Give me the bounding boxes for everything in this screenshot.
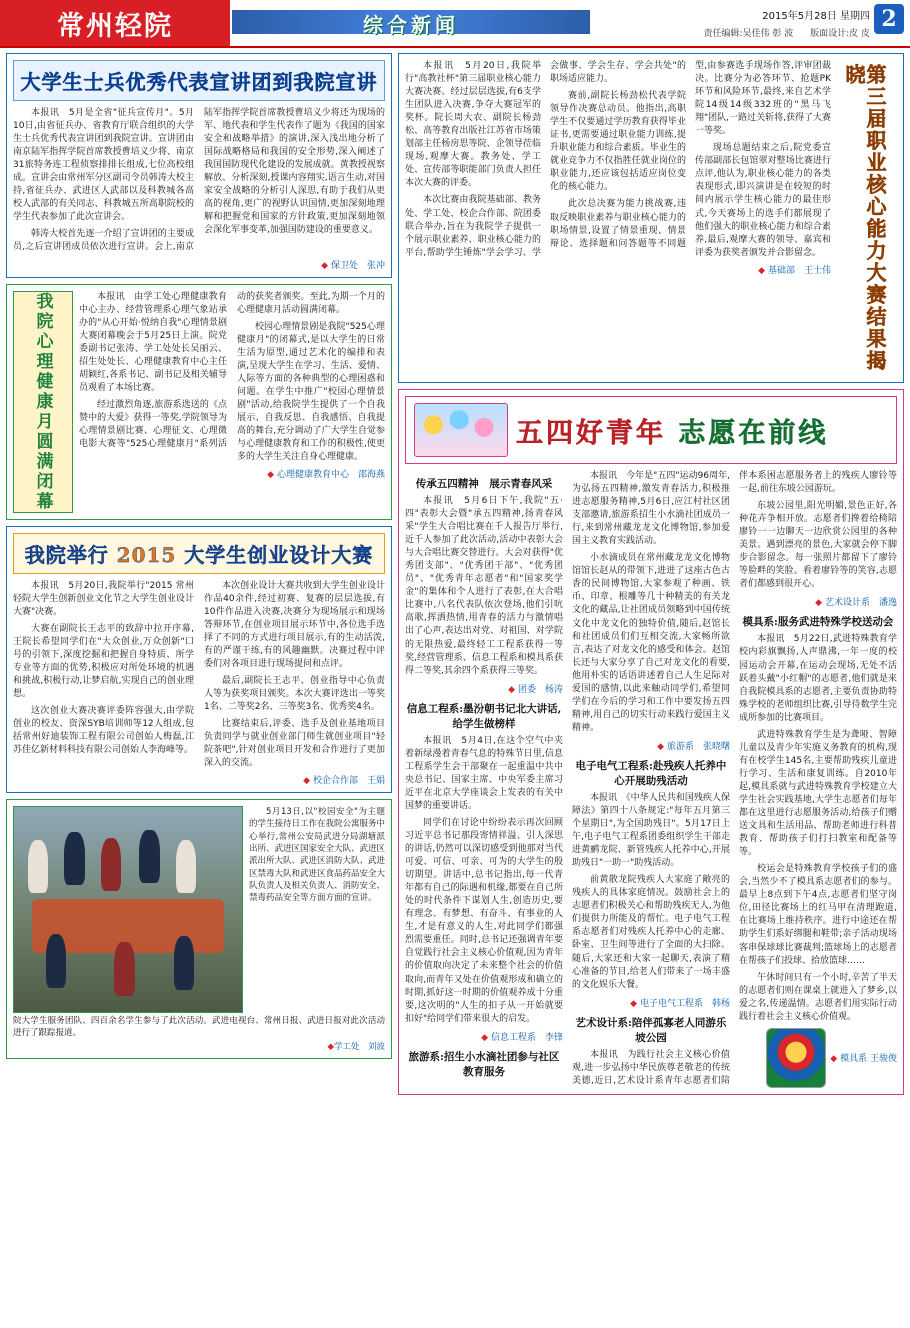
photo-person [101,838,122,891]
photo-person [176,840,197,893]
article1-para-2: 韩涛大校首先逐一介绍了宣讲团的主要成员,之后宣讲团成员依次进行宣讲。会上,南京陆军指挥学院首席教授曹培义少将还为现场的军、地代表和学生代表作了题为《我国的国家安全和战略举措》的演讲,深入浅出地分析了国际战略格局和我国的安全形势,深入阐述了我国国防现代化建设的发展成就。黄教授视察解放、分析深刻,授课内容翔实,语言生动,对国家安全战略的分析引人深思,有助于我们从更高的视角,更广的视野认识国情,更加深刻地理解和把握党和国家的方针政策,更加深刻地领会深化军事变革,加强国防建设的重要意义。 [13,108,385,253]
photo-person [46,934,67,987]
article-startup-contest [6,526,392,794]
mf-para-1-0: 本报讯 5月4日,在这个空气中夹着新绿漫着青春气息的特殊节日里,信息工程系学生会干部聚在一起重温中共中央总书记、国家主席、中央军委主席习近平在北京大学座谈会上发表的有关中国梦的重要讲话。 [405,735,563,811]
mf-para-5-3: 午休时间只有一个小时,辛苦了半天的志愿者们则在课桌上就进入了梦乡,以爱之名,传递温情。志愿者们用实际行动践行着社会主义核心价值观。 [739,972,897,1022]
photo-person [174,936,195,989]
article3-title-strip [13,291,73,513]
mf-para-0-0: 本报讯 5月6日下午,我院"五·四"表彰大会暨"承五四精神,扬青春风采"学生大合唱比赛在千人报告厅举行,近千人参加了此次活动,活动中表彰大会与大合唱比赛交替进行。大会对获得"优秀团支部"、"优秀团干部"、"优秀团员"、"优秀青年志愿者"和"国家奖学金"的集体和个人进行了表彰,在大合唱比赛中,八名代表队依次登场,他们引吭高歌,挥洒热情,用青春的活力与激情唱出了心声,表达出对党、对祖国、对学院的无限热爱,最终轻工工程系获得一等奖,经营管理系、信息工程系和模具系获得二等奖,其余四个系获得三等奖。 [405,496,563,676]
photo-person [139,830,160,883]
article4-para-5: 最后,副院长王志平、创业指导中心负责人等为获奖项目颁奖。本次大赛评选出一等奖1名、二等奖2名、三等奖3名、优秀奖4名。 [204,675,385,712]
youth-illustration [414,403,508,457]
mf-subhead-5: 模具系:服务武进特殊学校送动会 [742,616,894,629]
masthead [0,0,910,48]
article-soldier-lecture [6,53,392,278]
article2-para-2: 本次比赛由我院基础部、教务处、学工处、校企合作部、院团委联合举办,旨在为我院学子提供一个展示职业素养、职业核心能力的平台,帮助学生锤炼"学会学习、学会做事、学会生存、学会共处"的职场适应能力。 [405,61,686,258]
mf-para-5-1: 武进特殊教育学生是为聋哑、智障儿童以及青少年实施义务教育的机构,现有在校学生145名,主要帮助残疾儿童进行学习、生活和康复训练。自2010年起,模具系就与武进特殊教育学校建立大学生社会实践基地,大学生志愿者们每年都在这里进行志愿服务活动,给孩子们赠送文具和生活用品、帮助老师进行科普教育、帮助孩子们打扫教室和配备等等。 [739,729,897,858]
article3-byline: ◆ 心理健康教育中心 邵海燕 [267,470,385,481]
responsible-editor: 责任编辑:吴佳伟 彰 波 [703,29,794,39]
article3-body [79,291,385,465]
photo-story [6,799,392,1059]
mf-byline-2: ◆ 旅游系 张晓曙 [657,741,730,752]
article2-body-wrap [405,60,831,376]
left-column [6,53,392,1101]
article2-title: 第三届职业核心能力大赛结果揭晓 [842,64,887,372]
article3-para-2: 经过激烈角逐,旅游系选送的《点赞中的大爱》获得一等奖,学院领导为心理情景剧比赛、心理征文、心理微电影大赛等"525心理健康月"系列活动的获奖者颁奖。至此,为期一个月的心理健康月活动圆满闭幕。 [79,291,385,450]
article3-body-wrap [79,291,385,513]
mf-section-1 [405,701,563,1043]
mf-byline-text-2: 旅游系 张晓曙 [666,741,730,752]
article1-title: 大学生士兵优秀代表宣讲团到我院宣讲 [20,70,378,94]
photo-story-inner [13,806,385,1013]
mf-para-5-2: 校运会是特殊教育学校孩子们的盛会,当然少不了模具系志愿者们的参与。最早上8点到下午4点,志愿者们坚守岗位,田径比赛场上的红马甲在清理跑道,在比赛场上维持秩序。进行中途还在帮助学生们系好绑腿和鞋带;亲子活动现场客串保球球比赛裁判;篮球场上的志愿者在帮孩子们投球、拾放篮球…… [739,864,897,966]
article2-byline: ◆ 基础部 王士伟 [758,265,831,276]
mf-section-0 [405,476,563,695]
mf-para-4-1: 东坡公园里,阳光明媚,景色正好,各种花卉争相开放。志愿者们搀着给椅陪廖铃一一边聊天一边欣赏公园里的各种美景。遇到漂亮的景色,大家就会停下脚步合影留念。每一张照片都留下了廖铃等脸畔的笑脸。看着廖铃等的笑容,志愿者们都感到很开心。 [739,501,897,590]
article2-byline-text: 基础部 王士伟 [767,265,831,276]
mf-para-4-0: 本报讯 为践行社会主义核心价值观,进一步弘扬中华民族尊老敬老的传统美德,近日,艺术设计系青年志愿者们陪伴本系困志愿服务者上的残疾人廖铃等一起,前往东坡公园游玩。 [572,471,897,1086]
photo-student-service-day [13,806,243,1013]
article4-para-3: 这次创业大赛决赛评委阵容强大,由学院创业的校友、资深SYB培训师等12人组成,包括常州好迪装饰工程有限公司创始人梅磊,江苏佳亿新材料科技有限公司创始人李海峰等。 [13,705,194,756]
mf-para-3-0: 本报讯 《中华人民共和国残疾人保障法》第四十八条规定:"每年五月第三个星期日",为全国助残日"。5月17日上午,电子电气工程系团委组织学生干部走进黄鹂龙院、新管残疾人托养中心,开展助残日"一助一"助残活动。 [572,792,730,869]
article4-para-1: 本报讯 5月20日,我院举行"2015 常州轻院大学生创新创业文化节之大学生创业设计大赛"决赛。 [13,580,194,617]
mf-byline-text-1: 信息工程系 李锋 [490,1032,563,1043]
mf-subhead-2: 旅游系:招生小水滴社团参与社区教育服务 [408,1050,560,1078]
row-top [6,53,904,1101]
article3-byline-text: 心理健康教育中心 邵海燕 [276,470,385,481]
article3-title: 我院心理健康月圆满闭幕 [32,291,53,512]
article2-para-1: 本报讯 5月20日,我院举行"高教社杯"第三届职业核心能力大赛决赛。经过层层选拔,有6支学生团队进入决赛,争夺大赛冠军的奖杯。院长周大农、副院长杨劲松、高等教育出版社江苏省市场策划部主任杨房思等院、企领导莅临现场,观摩大赛。教务处、学工处、宣传部等职能部门负责人担任本次大赛的评委。 [405,61,541,189]
may-fourth-banner [405,396,897,464]
section-title: 综合新闻 [363,12,459,37]
article1-body [13,107,385,255]
mf-byline-1: ◆ 信息工程系 李锋 [481,1032,563,1043]
article1-title-block [13,60,385,101]
mf-byline-text-0: 团委 杨涛 [517,684,563,695]
mf-byline-text-4: 艺术设计系 潘逸 [824,598,897,609]
mf-section-5 [739,614,897,1087]
article4-byline: ◆ 校企合作部 王娟 [303,776,385,787]
article-may-fourth-package [398,389,904,1095]
article-psych-month [6,284,392,520]
photo-person [114,942,135,995]
photo-story-text [249,806,385,1013]
mf-footer-5 [739,1028,897,1088]
may-fourth-title: 五四好青年 志愿在前线 [516,411,828,450]
article4-para-4: 本次创业设计大赛共收到大学生创业设计作品40余件,经过初赛、复赛的层层选拔,有10件作品进入决赛,决赛分为现场展示和现场答辩环节,在创业项目展示环节中,各位选手选择了不同的方式进行项目展示,有的生动活泼,有的严谨干练,有的风趣幽默。决赛过程中评委们对各项目进行现场提问和点评。 [204,580,385,669]
mf-byline-5: ◆ 模具系 王骏俊 [830,1054,897,1065]
mf-byline-text-3: 电子电气工程系 韩杨 [639,998,730,1009]
layout-designer: 版面设计:皮 皮 [810,29,870,39]
editor-credits [590,26,870,39]
volunteer-emblem-icon [766,1028,826,1088]
article1-byline-text: 保卫处 张冲 [330,260,385,271]
mf-para-2-1: 小水滴成员在常州藏龙龙文化博物馆馆长赵从的带领下,进进了这座古色古香的民间博物馆,大家参观了种画、铁币、印章、根雕等几十种精美的有关龙文化的藏品,让社团成员领略到中国传统文化中龙文化的独特价值,随后,赵馆长和社团成员们们互相交流,大家畅所欲言,表达了对龙文化的感受和体会。赵馆长还与大家分享了自己对龙文化的看要,他用朴实的话语讲述着自己人生足际对爱国的感情,以此来触动同学们,希望同学们在今后的学习和工作中要发扬五四精神,用自己的切实行动来践行爱国主义精神。 [572,553,730,733]
mf-subhead-1: 信息工程系:墨汾朝书记北大讲话,给学生做榜样 [406,702,562,730]
article3-para-1: 本报讯 由学工处心理健康教育中心主办、经营管理系心理气象站承办的"从心开始·悦纳自我"心理情景剧大赛闭幕晚会于5月25日上演。院党委副书记张涛、学工处处长吴丽云、招生处处长、心理健康教育中心主任胡颖红,各系书记、副书记及相关辅导员观看了本场比赛。 [79,291,227,393]
mf-byline-4: ◆ 艺术设计系 潘逸 [815,598,897,609]
article1-para-1: 本报讯 5月是全省"征兵宣传月"。5月10日,由省征兵办、省教育厅联合组织的大学生士兵优秀代表宣讲团到我院宣讲。宣讲团由南京陆军指挥学院首席教授曹培义少将、南京31旅特务连工程侦察排排长组成,七位高校组成。宣讲会由常州军分区副司令员韩涛大校主持,省征兵办、武进区人武部以及科教城各高校人武部的有关同志、科教城五所高职院校的学生代表参加了此次宣讲会。 [13,108,194,223]
photo-person [64,832,85,885]
may-fourth-body [405,470,897,1088]
article2-title-strip [831,60,897,376]
photo-story-lead: 5月13日,以"校园安全"为主题的学生接待日工作在我院公寓服务中心举行,常州公安局武进分局湖塘派出所、武进区国家安全大队、武进区派出所大队、武进区消防大队、武进区禁毒大队和武进区食品药品安全大队负责人及相关负责人、消防安全、禁毒药品安全等方面方面的宣讲。 [249,807,386,904]
article4-byline-text: 校企合作部 王娟 [312,776,385,787]
issue-date: 2015年5月28日 星期四 [762,11,870,22]
mf-subhead-4: 艺术设计系:陪伴孤寡老人同游乐坡公园 [575,1016,727,1044]
article2-para-4: 此次总决赛为能力挑战赛,违取反映职业素养与职业核心能力的职场情景,设置了情景重现、情景辩论、选择题和问答题等不同题型,由参赛选手现场作答,评审团裁决。比赛分为必答环节、抢题PK环节和风险环节,最终,来自艺术学院14级14级332班的"黑马飞翔"团队,一路过关斩将,获得了大赛一等奖。 [550,61,831,249]
mf-byline-0: ◆ 团委 杨涛 [508,684,563,695]
article2-body [405,60,831,260]
mf-subhead-0: 传承五四精神 展示青春风采 [415,478,553,490]
article4-title-block [13,533,385,574]
page-number: 2 [874,4,904,34]
paper-nameplate: 常州轻院 [0,0,232,46]
article2-para-5: 现场总题结束之后,院党委宣传部副部长包馆翠对整场比赛进行点评,他认为,职业核心能力的各类表现形式,即兴演讲是在较短的时间内展示学生核心能力的最佳形式,今天赛场上的选手们都展现了他们强大的职业核心能力和综合素养,最后,观摩大赛的领导、嘉宾和评委为获奖者颁发并合影留念。 [695,143,831,258]
article4-para-2: 大赛在副院长王志平的致辞中拉开序幕,王院长希望同学们在"大众创业,万众创新"口号的引领下,深度挖掘和把握自身特质、所学专业等方面的优势,积极应对所处环境的机遇和挑战,积极行动,让梦启航,实现自己的创业理想。 [13,623,194,699]
article4-para-6: 比赛结束后,评委、选手及创业基地项目负责同学与就业创业部门师生就创业项目"轻院茶吧",针对创业项目开发和合作进行了更加深入的交流。 [204,718,385,769]
photo-byline: ◆学工处 刘波 [327,1041,385,1052]
article2-para-3: 赛前,副院长杨劲松代表学院领导作决赛总动员。他指出,高职学生不仅要通过学历教育获得毕业证书,更需要通过职业能力训练,提升职业能力和综合素质。毕业生的就业竞争力不仅指胜任就业岗位的职业能力,还应该包括适应岗位变化的核心能力。 [550,91,686,193]
article3-para-3: 校园心理情景剧是我院"525心理健康月"的闭幕式,是以大学生的日常生活为原型,通过艺术化的编排和表演,呈现大学生在学习、生活、爱情、人际等方面的各种典型的心理困惑和问题。在学生中推广"校园心理情景剧"活动,给我院学生提供了一个自我展示、自我反思、自我感悟、自我提高的舞台,充分调动了广大学生自觉参与心理健康教育和工作的积极性,使更多的大学生关注自身心理健康。 [237,321,385,463]
masthead-meta [590,0,910,46]
article-core-competency [398,53,904,383]
photo-byline-text: 学工处 刘波 [333,1041,385,1052]
mf-byline-3: ◆ 电子电气工程系 韩杨 [630,998,730,1009]
section-banner [232,0,590,46]
article1-byline: ◆ 保卫处 张冲 [321,260,385,271]
mf-para-1-1: 同学们在讨论中纷纷表示再次回顾习近平总书记那段寄情祥溢、引人深思的讲话,仍然可以深切感受到他那对当代可爱、可信、可亲、可为的大学生的殷切期望。讲话中,总书记指出,每一代青年都有自己的际遇和机缘,都要在自己所处的时代条件下谋划人生,创造历史,要有理念、有梦想、有奋斗、有事业的人生,才是有意义的人生,对此同学们都强烈需要重任。同时,总书记还强调青年要自觉践行社会主义核心价值观,因为青年的价值取向决定了未来整个社会的价值取向,而青年又处在价值观形成和确立的时期,抓好这一时期的价值观养成十分重要,这次明的"人生的扣子从一开始就要扣好"给同学们带来很大的启发。 [405,817,563,1024]
article4-body [13,580,385,771]
photo-caption: 院大学生服务团队、四百余名学生参与了此次活动。武进电视台、常州日报、武进日报对此次活动进行了跟踪报道。 [13,1016,385,1039]
mf-para-3-1: 前黄散龙院残疾人大家庭了敞亮的残疾人的具体家庭情况。鼓励社会上的志愿者们积极关心和帮助残疾无人,为他们提供力所能及的帮忙。电子电气工程系志愿者们对残疾人托养中心的走廊、卧室、卫生间等进行了全面的大扫除。随后,大家还和大家一起聊天,表演了精心准备的节目,给老人们带来了一场丰盛的文化娱乐大餐。 [572,875,730,990]
mf-byline-text-5: 模具系 王骏俊 [840,1054,897,1065]
right-column [398,53,904,1101]
article4-title: 我院举行 2015 大学生创业设计大赛 [24,542,374,567]
mf-subhead-3: 电子电气工程系:赴残疾人托养中心开展助残活动 [575,759,727,787]
mf-section-3 [572,758,730,1009]
mf-para-5-0: 本报讯 5月22日,武进特殊教育学校内彩旗飘扬,人声鼎沸,一年一度的校园运动会开幕,在运动会现场,无处不活跃着头戴"小红帽"的志愿者,他们就是来自我院模具系的志愿者,主要负责协助特殊学校的老师组织比赛,引导待数学生完成所参加的比赛项目。 [739,634,897,723]
mf-para-2-0: 本报讯 今年是"五四"运动96周年,为弘扬五四精神,激发青春活力,积极推进志愿服务精神,5月6日,应江村社区团支部邀请,旅游系招生小水滴社团成员一行,来到常州藏龙龙文化博物馆,参加爱国主义教育实践活动。 [572,471,730,547]
photo-person [28,840,49,893]
page-content [0,48,910,1106]
